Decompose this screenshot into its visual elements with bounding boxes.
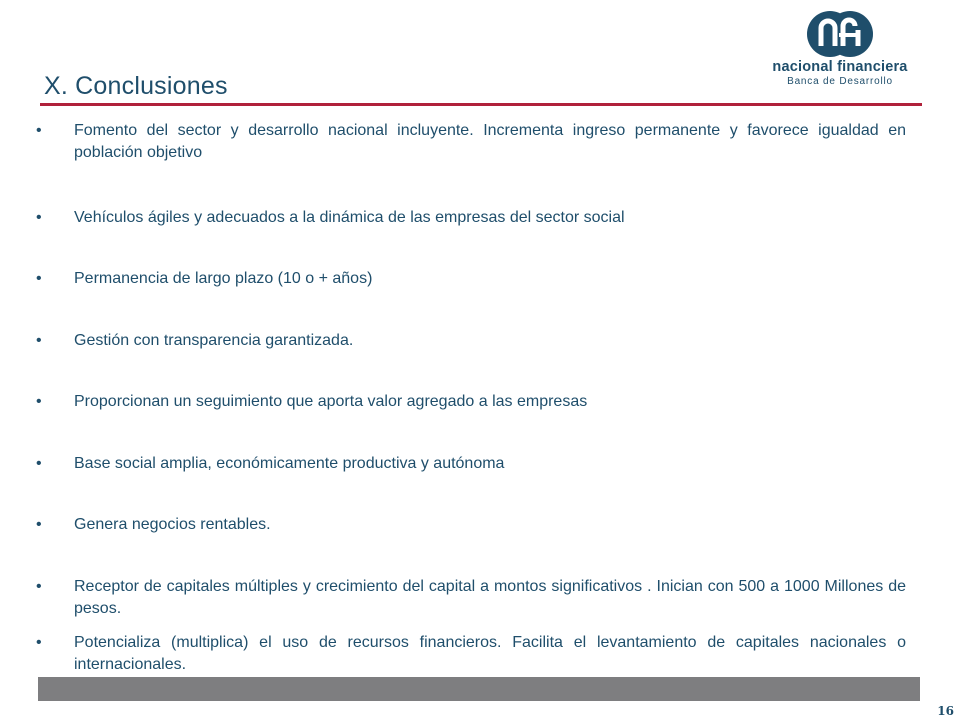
- bullet-marker: •: [36, 393, 42, 410]
- page-number: 16: [937, 704, 954, 718]
- bullet-text: Proporcionan un seguimiento que aporta valor agregado a las empresas: [74, 393, 588, 410]
- bullet-marker: •: [36, 634, 42, 651]
- bullet-item: [36, 391, 906, 413]
- bullet-item: [36, 453, 906, 475]
- bullet-marker: •: [36, 122, 42, 139]
- bullet-text: Permanencia de largo plazo (10 o + años): [74, 270, 373, 287]
- bullet-item: [36, 514, 906, 536]
- title-divider: [40, 103, 922, 106]
- slide-title: X. Conclusiones: [44, 72, 228, 100]
- bullet-text: Fomento del sector y desarrollo nacional incluyente. Incrementa ingreso permanente y favorece igualdad en población objetivo: [74, 122, 906, 161]
- bullet-item: [36, 632, 906, 676]
- bullet-marker: •: [36, 455, 42, 472]
- bullet-text: Base social amplia, económicamente productiva y autónoma: [74, 455, 505, 472]
- bullet-text: Gestión con transparencia garantizada.: [74, 332, 354, 349]
- bullet-item: [36, 330, 906, 352]
- nafin-logo: [750, 10, 930, 95]
- bullet-marker: •: [36, 578, 42, 595]
- bullet-text: Genera negocios rentables.: [74, 516, 271, 533]
- footer-bar: [38, 677, 920, 701]
- bullet-item: [36, 207, 906, 229]
- bullet-text: Receptor de capitales múltiples y crecimiento del capital a montos significativos . Inician con 500 a 1000 Millones de pesos.: [74, 578, 906, 617]
- bullet-text: Vehículos ágiles y adecuados a la dinámica de las empresas del sector social: [74, 209, 625, 226]
- bullet-marker: •: [36, 270, 42, 287]
- bullet-item: [36, 576, 906, 620]
- bullet-text: Potencializa (multiplica) el uso de recursos financieros. Facilita el levantamiento de capitales nacionales o internacionales.: [74, 634, 906, 673]
- bullet-marker: •: [36, 209, 42, 226]
- bullet-item: [36, 120, 906, 164]
- logo-subtitle: Banca de Desarrollo: [787, 76, 893, 87]
- logo-name: nacional financiera: [772, 59, 908, 75]
- bullet-marker: •: [36, 332, 42, 349]
- bullet-item: [36, 268, 906, 290]
- bullet-marker: •: [36, 516, 42, 533]
- nafin-logo-mark-icon: [806, 10, 874, 58]
